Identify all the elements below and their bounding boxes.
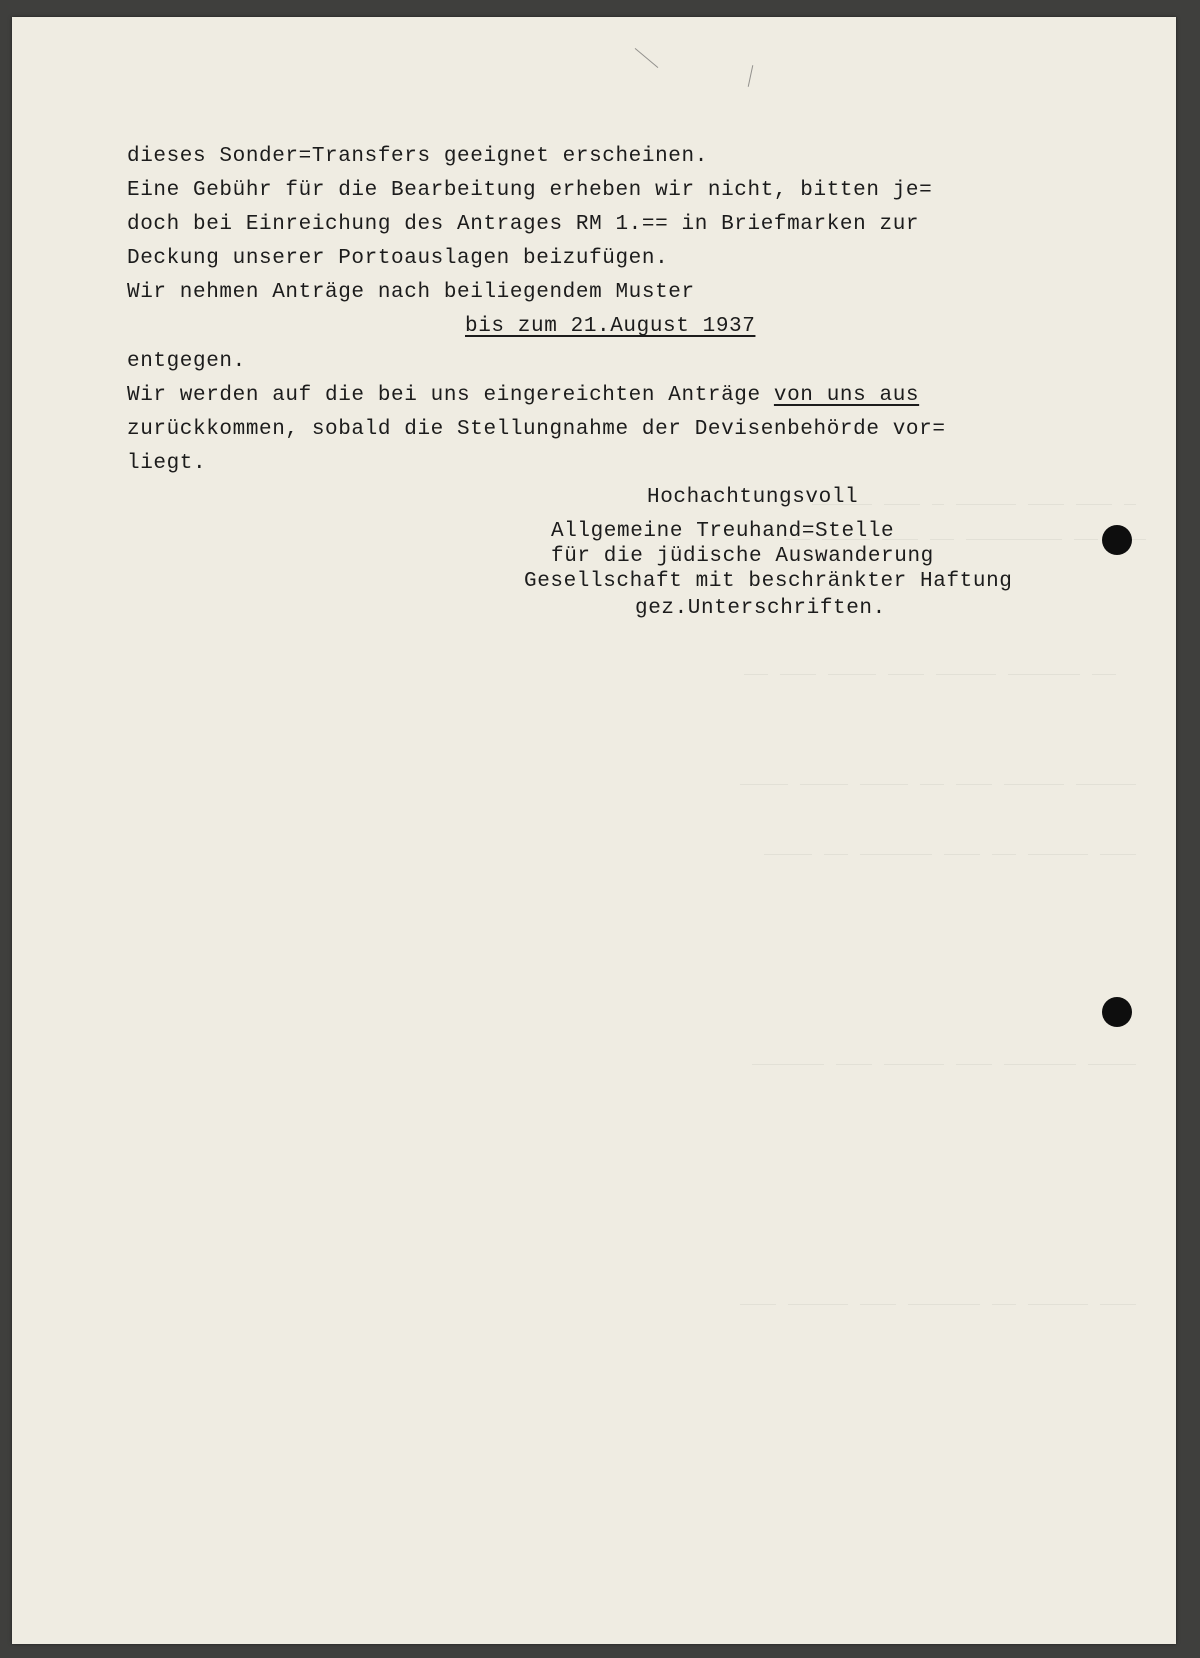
punch-hole-bottom [1102,997,1132,1027]
pencil-mark [748,65,754,87]
body-line-entgegen: entgegen. [127,350,246,373]
body-line-5: Wir nehmen Anträge nach beiliegendem Muster [127,281,695,304]
show-through-text: _ ___ ___ _____ _ ___ _____ ___ __ ________ __ ___ ____ __ __ ______ _____ ___ ____ ___ __ _____ _____ ___ __ ____ ____ ____ ___ _____ __ ___ ______ __ ____ ____ ______ ___ _____ ___ ______ ___ _____ __ ______ ___ _____ ___ [739,487,1146,1310]
signature-line-3: Gesellschaft mit beschränkter Haftung [524,570,1013,593]
punch-hole-top [1102,525,1132,555]
paragraph-2-line-3: liegt. [127,452,207,475]
closing-salutation: Hochachtungsvoll [647,486,859,509]
signature-line-1: Allgemeine Treuhand=Stelle [551,520,895,543]
paragraph-2-line-2: zurückkommen, sobald die Stellungnahme der Devisenbehörde vor= [127,418,946,441]
signature-line-4: gez.Unterschriften. [635,597,886,620]
body-line-4: Deckung unserer Portoauslagen beizufügen. [127,247,669,270]
document-page [12,17,1176,1644]
body-line-3: doch bei Einreichung des Antrages RM 1.== in Briefmarken zur [127,213,920,236]
body-line-2: Eine Gebühr für die Bearbeitung erheben wir nicht, bitten je= [127,179,933,202]
deadline-line: bis zum 21.August 1937 [465,315,756,338]
paragraph-2-line-1 [127,384,919,407]
paragraph-2-line-1-text: Wir werden auf die bei uns eingereichten Anträge [127,384,774,407]
signature-line-2: für die jüdische Auswanderung [551,545,934,568]
pencil-mark [635,48,659,68]
body-line-1: dieses Sonder=Transfers geeignet erscheinen. [127,145,708,168]
underlined-phrase: von uns aus [773,384,920,407]
